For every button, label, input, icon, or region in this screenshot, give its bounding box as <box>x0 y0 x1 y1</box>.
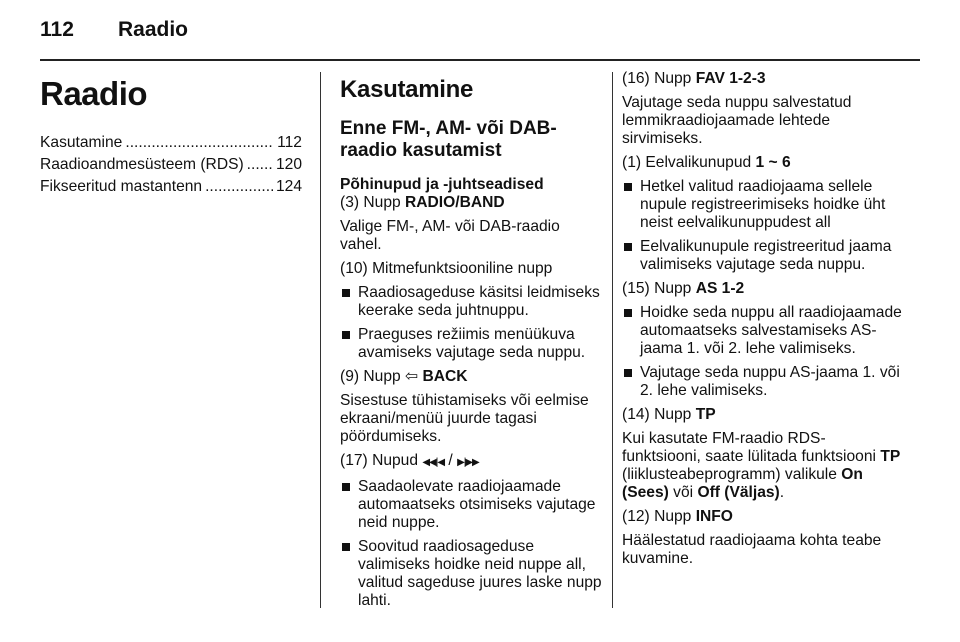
column-right <box>622 70 904 574</box>
toc-leader <box>125 134 274 152</box>
item-15: (15) Nupp AS 1-2 <box>622 280 745 297</box>
bullet-item: Raadiosageduse käsitsi leidmiseks keerake seda juhtnuppu. <box>340 284 604 320</box>
item-17: (17) Nupud ◀◀|◀ / ▶|▶▶ <box>340 452 604 472</box>
fav-label: FAV 1-2-3 <box>695 70 766 87</box>
seek-forward-icon: ▶|▶▶ <box>457 457 479 468</box>
bullet-item: Hoidke seda nuppu all raadiojaamade automaatseks salvestamiseks AS-jaama 1. või 2. lehe valimiseks. <box>622 304 904 358</box>
item-10: (10) Mitmefunktsiooniline nupp <box>340 260 553 277</box>
subheading: Enne FM-, AM- või DAB-raadio kasutamist <box>340 118 557 161</box>
toc-entry[interactable] <box>40 134 302 152</box>
item-3-text: Valige FM-, AM- või DAB-raadio vahel. <box>340 218 560 253</box>
page-number: 112 <box>40 18 74 41</box>
preset-label: 1 ~ 6 <box>755 154 791 171</box>
toc-page: 124 <box>275 178 302 195</box>
column-toc <box>40 70 302 200</box>
seek-back-icon: ◀◀|◀ <box>422 457 445 468</box>
info-label: INFO <box>695 508 733 525</box>
chapter-title: Raadio <box>118 18 189 41</box>
item-14-text: Kui kasutate FM-raadio RDS-funktsiooni, saate lülitada funktsiooni TP (liiklusteabeprogramm) valikule On (Sees) või Off (Väljas). <box>622 430 901 501</box>
toc-leader <box>247 156 273 174</box>
column-main <box>340 70 604 616</box>
item-9-text: Sisestuse tühistamiseks või eelmise ekraani/menüü juurde tagasi pöördumiseks. <box>340 392 589 445</box>
toc-entry[interactable] <box>40 178 302 196</box>
section-heading: Põhinupud ja -juhtseadised <box>340 176 544 193</box>
item-14: (14) Nupp TP <box>622 406 716 423</box>
page-header <box>40 18 920 48</box>
bullet-item: Praeguses režiimis menüükuva avamiseks vajutage seda nuppu. <box>340 326 604 362</box>
toc-page: 120 <box>275 156 302 173</box>
column-divider-2 <box>612 72 613 608</box>
toc-label: Raadioandmesüsteem (RDS) <box>40 156 244 173</box>
toc-page: 112 <box>277 134 302 151</box>
item-1: (1) Eelvalikunupud 1 ~ 6 <box>622 154 791 171</box>
bullet-item: Saadaolevate raadiojaamade automaatseks otsimiseks vajutage neid nuppe. <box>340 478 604 532</box>
item-12: (12) Nupp INFO <box>622 508 733 525</box>
toc-leader <box>205 178 273 196</box>
item-3: (3) Nupp RADIO/BAND <box>340 194 505 211</box>
toc-label: Fikseeritud mastantenn <box>40 178 203 195</box>
item-12-text: Häälestatud raadiojaama kohta teabe kuvamine. <box>622 532 882 567</box>
tp-label: TP <box>695 406 716 423</box>
section-title: Raadio <box>40 75 148 112</box>
bullet-item: Vajutage seda nuppu AS-jaama 1. või 2. lehe valimiseks. <box>622 364 904 400</box>
item-9: (9) Nupp ⇦ BACK <box>340 368 468 385</box>
back-arrow-icon: ⇦ <box>405 368 419 385</box>
header-rule <box>40 59 920 61</box>
toc-label: Kasutamine <box>40 134 123 151</box>
toc-entry[interactable] <box>40 156 302 174</box>
item-16: (16) Nupp FAV 1-2-3 <box>622 70 766 87</box>
back-label: BACK <box>422 368 468 385</box>
as-label: AS 1-2 <box>695 280 745 297</box>
bullet-item: Soovitud raadiosageduse valimiseks hoidke neid nuppe all, valitud sageduse juures laske nupp lahti. <box>340 538 604 610</box>
item-16-text: Vajutage seda nuppu salvestatud lemmikraadiojaamade lehtede sirvimiseks. <box>622 94 852 147</box>
radio-band-label: RADIO/BAND <box>405 194 505 211</box>
bullet-item: Hetkel valitud raadiojaama sellele nupule registreerimiseks hoidke üht neist eelvalikunuppudest all <box>622 178 904 232</box>
bullet-item: Eelvalikunupule registreeritud jaama valimiseks vajutage seda nuppu. <box>622 238 904 274</box>
heading: Kasutamine <box>340 76 474 103</box>
column-divider-1 <box>320 72 321 608</box>
